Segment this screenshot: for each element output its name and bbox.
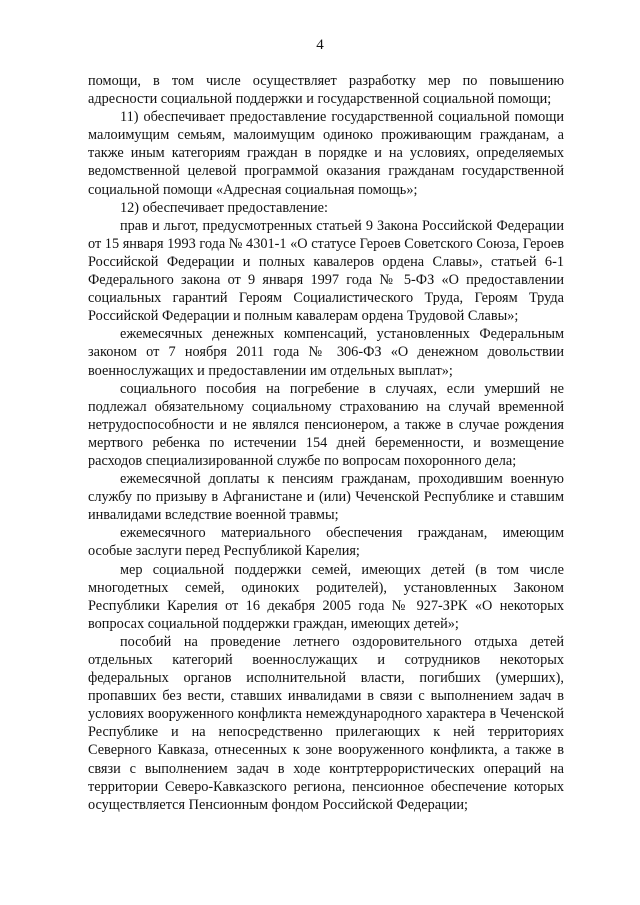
paragraph-item-11: 11) обеспечивает предоставление государственной социальной помощи малоимущим семьям, малоимущим одиноко проживающим гражданам, а также иным категориям граждан в порядке и на условиях, определяемых ведомственной целевой программой оказания гражданам государственной социальной помощи «Адресная социальная помощь»; bbox=[88, 109, 564, 198]
paragraph-summer-recreation: пособий на проведение летнего оздоровительного отдыха детей отдельных категорий военнослужащих и сотрудников некоторых федеральных органов исполнительной власти, погибших (умерших), пропавших без вести, ставших инвалидами в связи с выполнением задач в условиях вооруженного конфликта немеждународного характера в Чеченской Республике и на непосредственно прилегающих к ней территориях Северного Кавказа, отнесенных к зоне вооруженного конфликта, а также в связи с выполнением задач в ходе контртеррористических операций на территории Северо-Кавказского региона, пенсионное обеспечение которых осуществляется Пенсионным фондом Российской Федерации; bbox=[88, 633, 564, 813]
paragraph-family-support: мер социальной поддержки семей, имеющих детей (в том числе многодетных семей, одиноких родителей), установленных Законом Республики Карелия от 16 декабря 2005 года № 927-ЗРК «О некоторых вопросах социальной поддержки граждан, имеющих детей»; bbox=[88, 561, 564, 632]
paragraph-continuation: помощи, в том числе осуществляет разработку мер по повышению адресности социальной поддержки и государственной социальной помощи; bbox=[88, 73, 564, 108]
document-body bbox=[88, 72, 564, 814]
page-number: 4 bbox=[316, 37, 324, 53]
paragraph-rights-benefits: прав и льгот, предусмотренных статьей 9 Закона Российской Федерации от 15 января 1993 года № 4301-1 «О статусе Героев Советского Союза, Героев Российской Федерации и полных кавалеров ордена Славы», статьей 6-1 Федерального закона от 9 января 1997 года № 5-ФЗ «О предоставлении социальных гарантий Героям Социалистического Труда, Героям Труда Российской Федерации и полным кавалерам ордена Трудовой Славы»; bbox=[88, 217, 564, 325]
paragraph-funeral-benefit: социального пособия на погребение в случаях, если умерший не подлежал обязательному социальному страхованию на случай временной нетрудоспособности и не являлся пенсионером, а также в случае рождения мертвого ребенка по истечении 154 дней беременности, и возмещение расходов специализированной службе по вопросам похоронного дела; bbox=[88, 380, 564, 469]
paragraph-monthly-compensation: ежемесячных денежных компенсаций, установленных Федеральным законом от 7 ноября 2011 года № 306-ФЗ «О денежном довольствии военнослужащих и предоставлении им отдельных выплат»; bbox=[88, 326, 564, 379]
paragraph-item-12: 12) обеспечивает предоставление: bbox=[120, 199, 328, 216]
paragraph-pension-supplement: ежемесячной доплаты к пенсиям гражданам, проходившим военную службу по призыву в Афганистане и (или) Чеченской Республике и ставшим инвалидами вследствие военной травмы; bbox=[88, 471, 564, 524]
paragraph-material-support: ежемесячного материального обеспечения гражданам, имеющим особые заслуги перед Республикой Карелия; bbox=[88, 525, 564, 560]
